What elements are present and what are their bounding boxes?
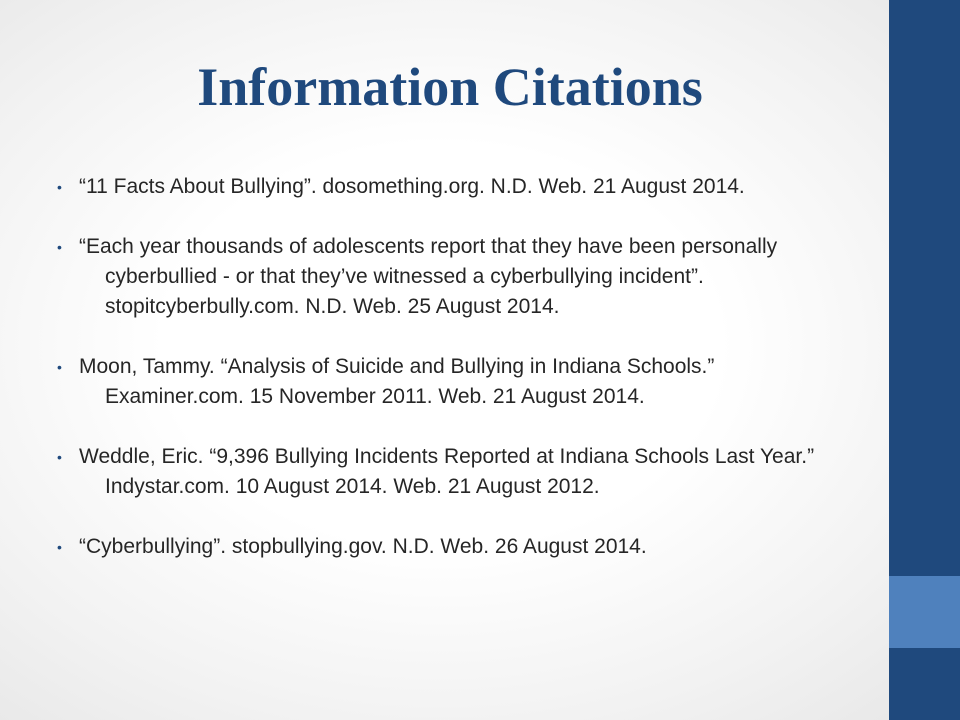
bullet-icon: • bbox=[57, 179, 62, 195]
citation-text: “Each year thousands of adolescents report that they have been personally cyberbullied - or that they’ve witnessed a cyberbullying incident”. stopitcyberbully.com. N.D. Web. 25 August 2014. bbox=[79, 235, 778, 318]
slide-title: Information Citations bbox=[197, 57, 703, 117]
citation-text: Moon, Tammy. “Analysis of Suicide and Bullying in Indiana Schools.” Examiner.com. 15 November 2011. Web. 21 August 2014. bbox=[79, 355, 715, 408]
citation-item bbox=[57, 232, 857, 322]
citation-list bbox=[57, 172, 857, 592]
bullet-icon: • bbox=[57, 239, 62, 255]
citation-text: “11 Facts About Bullying”. dosomething.org. N.D. Web. 21 August 2014. bbox=[79, 175, 745, 198]
citation-text: Weddle, Eric. “9,396 Bullying Incidents Reported at Indiana Schools Last Year.” Indystar.com. 10 August 2014. Web. 21 August 2012. bbox=[79, 445, 815, 498]
bullet-icon: • bbox=[57, 539, 62, 555]
citation-item bbox=[57, 532, 857, 562]
bullet-icon: • bbox=[57, 359, 62, 375]
citation-text: “Cyberbullying”. stopbullying.gov. N.D. Web. 26 August 2014. bbox=[79, 535, 647, 558]
sidebar-accent-block bbox=[889, 576, 960, 648]
bullet-icon: • bbox=[57, 449, 62, 465]
citation-item bbox=[57, 442, 857, 502]
citation-item bbox=[57, 352, 857, 412]
citation-item bbox=[57, 172, 857, 202]
